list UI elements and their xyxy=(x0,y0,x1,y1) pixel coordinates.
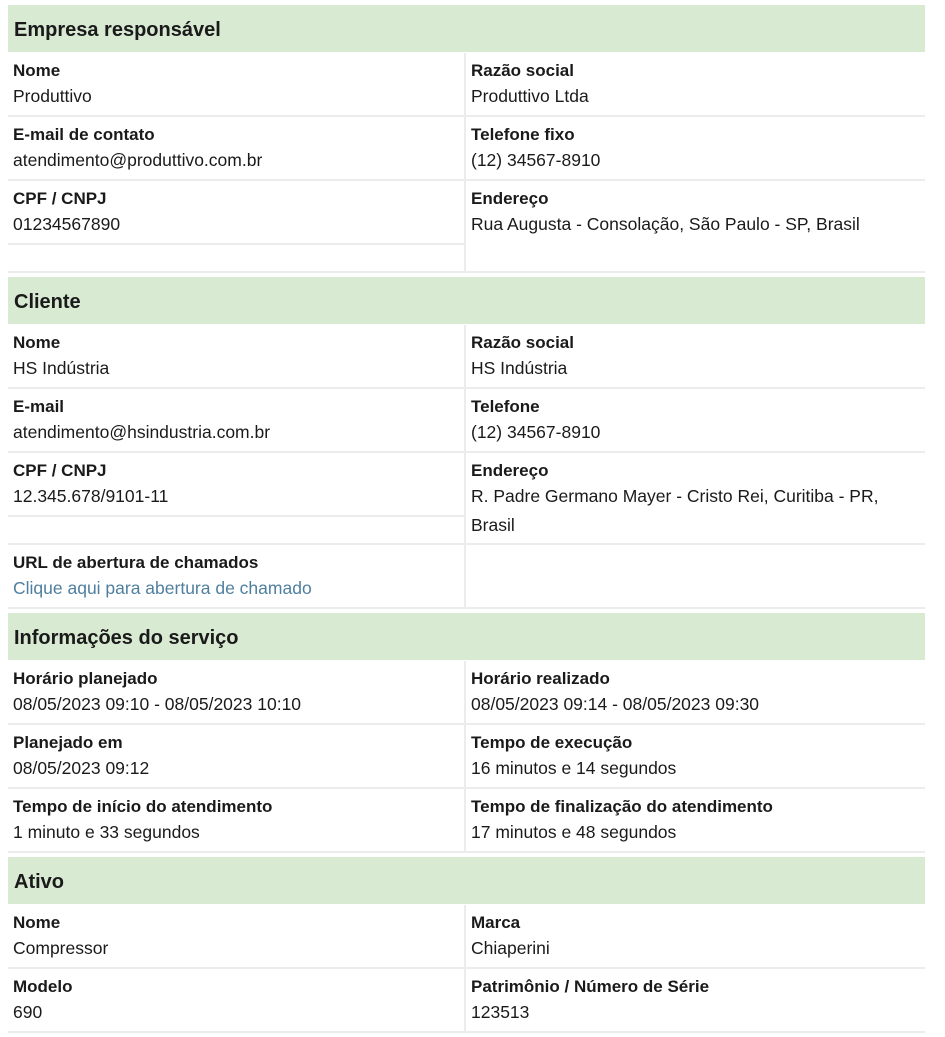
field-value: HS Indústria xyxy=(471,358,568,378)
field-label: Endereço xyxy=(471,461,549,480)
field-label: CPF / CNPJ xyxy=(13,189,107,208)
field-label: CPF / CNPJ xyxy=(13,461,107,480)
field-razao-social xyxy=(466,325,925,389)
cell-divider xyxy=(8,243,464,245)
service-report xyxy=(8,5,925,1037)
field-value: atendimento@hsindustria.com.br xyxy=(13,422,271,442)
field-e-mail-de-contato xyxy=(8,117,466,181)
field-endereco xyxy=(466,453,925,545)
cell-divider xyxy=(8,515,464,517)
section-ativo xyxy=(8,857,925,1033)
field-label: Razão social xyxy=(471,61,574,80)
field-label: Telefone fixo xyxy=(471,125,575,144)
field-value: 08/05/2023 09:12 xyxy=(13,758,150,778)
section-empresa-responsavel xyxy=(8,5,925,273)
field-label: Horário realizado xyxy=(471,669,610,688)
section-header: Cliente xyxy=(8,277,925,324)
field-tempo-de-finalizacao-do-atendimento xyxy=(466,789,925,853)
field-row xyxy=(8,117,925,181)
field-row xyxy=(8,545,925,609)
field-label: Tempo de execução xyxy=(471,733,633,752)
section-header: Informações do serviço xyxy=(8,613,925,660)
field-value: (12) 34567-8910 xyxy=(471,150,601,170)
field-value: 17 minutos e 48 segundos xyxy=(471,822,677,842)
field-label: URL de abertura de chamados xyxy=(13,553,259,572)
field-endereco xyxy=(466,181,925,273)
field-value: Rua Augusta - Consolação, São Paulo - SP, Brasil xyxy=(471,214,860,234)
section-cliente xyxy=(8,277,925,609)
field-label: Horário planejado xyxy=(13,669,158,688)
field-label: Tempo de início do atendimento xyxy=(13,797,273,816)
field-value: Chiaperini xyxy=(471,938,550,958)
field-label: Telefone xyxy=(471,397,540,416)
field-row xyxy=(8,969,925,1033)
field-value: Compressor xyxy=(13,938,109,958)
field-row xyxy=(8,453,925,545)
field-planejado-em xyxy=(8,725,466,789)
field-value: atendimento@produttivo.com.br xyxy=(13,150,263,170)
field-label: E-mail de contato xyxy=(13,125,155,144)
field-value: 01234567890 xyxy=(13,214,121,234)
field-row xyxy=(8,789,925,853)
section-informacoes-do-servico xyxy=(8,613,925,853)
field-value: 08/05/2023 09:10 - 08/05/2023 10:10 xyxy=(13,694,302,714)
field-label: Modelo xyxy=(13,977,73,996)
field-row xyxy=(8,725,925,789)
field-label: Tempo de finalização do atendimento xyxy=(471,797,773,816)
field-row xyxy=(8,661,925,725)
field-modelo xyxy=(8,969,466,1033)
open-ticket-link[interactable]: Clique aqui para abertura de chamado xyxy=(13,578,312,598)
field-value: 123513 xyxy=(471,1002,530,1022)
field-row xyxy=(8,325,925,389)
field-tempo-de-execucao xyxy=(466,725,925,789)
field-row xyxy=(8,53,925,117)
field-label: Razão social xyxy=(471,333,574,352)
field-value: 690 xyxy=(13,1002,43,1022)
field-tempo-de-inicio-do-atendimento xyxy=(8,789,466,853)
field-e-mail xyxy=(8,389,466,453)
field-row xyxy=(8,181,925,273)
field-label: Marca xyxy=(471,913,521,932)
field-nome xyxy=(8,905,466,969)
field-value: 16 minutos e 14 segundos xyxy=(471,758,677,778)
field-cpf-cnpj xyxy=(8,453,466,545)
field-nome xyxy=(8,325,466,389)
field-row xyxy=(8,389,925,453)
field-value: Produttivo Ltda xyxy=(471,86,589,106)
field-value: 12.345.678/9101-11 xyxy=(13,486,169,506)
field-cpf-cnpj xyxy=(8,181,466,273)
field-label: Nome xyxy=(13,61,61,80)
field-value: Produttivo xyxy=(13,86,92,106)
field-razao-social xyxy=(466,53,925,117)
field-horario-planejado xyxy=(8,661,466,725)
field-horario-realizado xyxy=(466,661,925,725)
field-label: Nome xyxy=(13,333,61,352)
field-nome xyxy=(8,53,466,117)
field-marca xyxy=(466,905,925,969)
section-header: Ativo xyxy=(8,857,925,904)
field-row xyxy=(8,905,925,969)
field-label: Patrimônio / Número de Série xyxy=(471,977,710,996)
field-value: R. Padre Germano Mayer - Cristo Rei, Curitiba - PR, Brasil xyxy=(471,486,879,535)
field-url-de-abertura-de-chamados xyxy=(8,545,466,609)
field-label: E-mail xyxy=(13,397,65,416)
field-value: (12) 34567-8910 xyxy=(471,422,601,442)
field-value: 1 minuto e 33 segundos xyxy=(13,822,200,842)
field-empty xyxy=(466,545,925,609)
field-value: 08/05/2023 09:14 - 08/05/2023 09:30 xyxy=(471,694,760,714)
section-header: Empresa responsável xyxy=(8,5,925,52)
field-label: Nome xyxy=(13,913,61,932)
field-telefone xyxy=(466,389,925,453)
field-patrimonio-numero-de-serie xyxy=(466,969,925,1033)
field-label: Planejado em xyxy=(13,733,123,752)
field-telefone-fixo xyxy=(466,117,925,181)
field-label: Endereço xyxy=(471,189,549,208)
field-value: HS Indústria xyxy=(13,358,110,378)
